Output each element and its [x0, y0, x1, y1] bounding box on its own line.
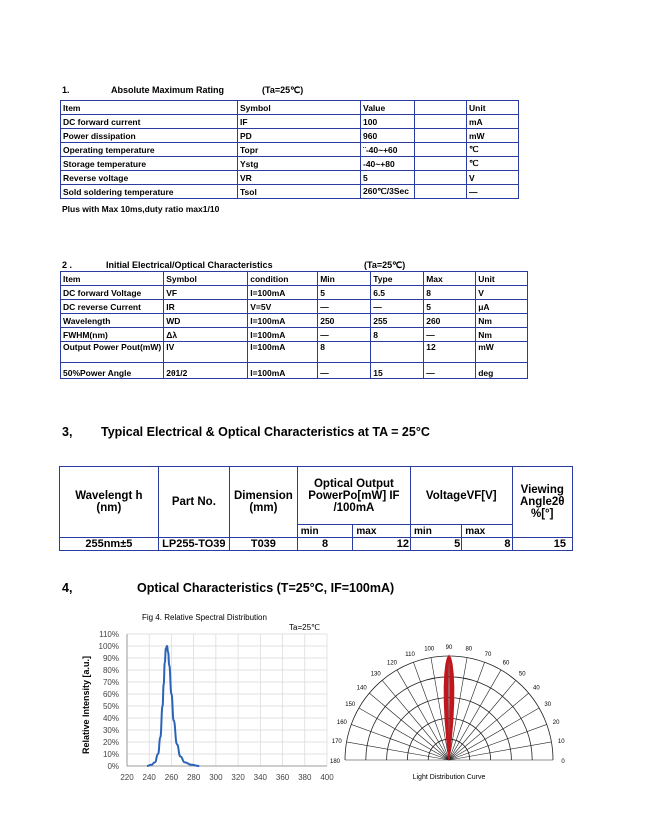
table-cell: Unit [476, 272, 528, 286]
x-tick-label: 240 [142, 773, 156, 782]
table-cell: — [318, 363, 371, 379]
table-cell: mA [467, 115, 519, 129]
polar-angle-label: 160 [336, 720, 347, 727]
table-cell: — [467, 185, 519, 199]
table-cell: Ystg [238, 157, 361, 171]
x-tick-label: 380 [298, 773, 312, 782]
sub-po-max: max [353, 525, 411, 538]
table-cell: 260℃/3Sec [361, 185, 415, 199]
table-cell [415, 115, 467, 129]
sub-po-min: min [297, 525, 353, 538]
polar-angle-label: 90 [445, 645, 453, 651]
table-cell: — [424, 363, 476, 379]
light-distribution-chart [329, 632, 570, 786]
value-viewing-angle: 15 [512, 538, 573, 551]
table-cell: 5 [424, 300, 476, 314]
table-cell: IF [238, 115, 361, 129]
table-cell: μA [476, 300, 528, 314]
table-cell: IR [164, 300, 248, 314]
y-tick-label: 0% [107, 762, 119, 771]
y-tick-label: 20% [102, 738, 119, 747]
table-cell: 5 [361, 171, 415, 185]
initial-characteristics-table [60, 271, 528, 379]
y-tick-label: 80% [102, 666, 119, 675]
table-cell: 2θ1/2 [164, 363, 248, 379]
polar-angle-label: 170 [331, 739, 342, 746]
table-cell: I=100mA [248, 328, 318, 342]
table-cell: Operating temperature [61, 143, 238, 157]
table-row [61, 300, 528, 314]
polar-angle-label: 40 [532, 685, 540, 692]
table-cell: 8 [424, 286, 476, 300]
table-cell: 15 [371, 363, 424, 379]
header-wavelength: Wavelengt h (nm) [60, 467, 159, 538]
value-po-max: 12 [353, 538, 411, 551]
table-cell: Item [61, 272, 164, 286]
section3-title: Typical Electrical & Optical Characteristics at TA = 25°C [101, 425, 430, 439]
table-row [61, 115, 519, 129]
table-cell: ¨-40~+60 [361, 143, 415, 157]
table-cell: Type [371, 272, 424, 286]
section1-condition: (Ta=25℃) [262, 85, 304, 95]
value-vf-min: 5 [411, 538, 462, 551]
y-tick-label: 100% [98, 642, 119, 651]
table-cell: Δλ [164, 328, 248, 342]
table-cell: — [424, 328, 476, 342]
table-cell: 5 [318, 286, 371, 300]
polar-angle-label: 140 [356, 685, 367, 692]
polar-angle-label: 10 [557, 739, 565, 746]
polar-angle-label: 0 [561, 759, 565, 765]
polar-angle-label: 180 [329, 759, 341, 765]
table-cell: Topr [238, 143, 361, 157]
y-tick-label: 90% [102, 654, 119, 663]
x-tick-label: 320 [231, 773, 245, 782]
section1-number: 1. [62, 85, 70, 95]
typical-characteristics-table [59, 466, 573, 551]
x-tick-label: 400 [320, 773, 334, 782]
table-cell: -40~+80 [361, 157, 415, 171]
table-cell: Sold soldering temperature [61, 185, 238, 199]
header-dimension: Dimension (mm) [229, 467, 297, 538]
table-cell: Symbol [238, 101, 361, 115]
table-row [61, 363, 528, 379]
table-cell: ℃ [467, 143, 519, 157]
polar-angle-label: 120 [386, 660, 398, 667]
value-po-min: 8 [297, 538, 353, 551]
table-cell: Item [61, 101, 238, 115]
table-cell: Wavelength [61, 314, 164, 328]
x-tick-label: 340 [253, 773, 268, 782]
section1-note: Plus with Max 10ms,duty ratio max1/10 [62, 204, 220, 214]
header-viewing-angle: Viewing Angle2θ %[°] [512, 467, 573, 538]
table-cell: 960 [361, 129, 415, 143]
polar-angle-label: 50 [518, 671, 526, 678]
table-cell: Tsol [238, 185, 361, 199]
x-tick-label: 260 [164, 773, 179, 782]
polar-angle-label: 150 [345, 702, 356, 708]
section2-number: 2 . [62, 260, 73, 270]
table-cell: mW [467, 129, 519, 143]
table-cell: DC forward current [61, 115, 238, 129]
table-cell: 250 [318, 314, 371, 328]
section3-number: 3, [62, 425, 73, 439]
table-cell: I=100mA [248, 342, 318, 363]
table-cell: Min [318, 272, 371, 286]
table-cell: 12 [424, 342, 476, 363]
table-cell: 8 [318, 342, 371, 363]
table-cell: mW [476, 342, 528, 363]
table-cell: PD [238, 129, 361, 143]
table-header-row [61, 272, 528, 286]
table-cell: FWHM(nm) [61, 328, 164, 342]
table-cell: VR [238, 171, 361, 185]
table-cell: 50%Power Angle [61, 363, 164, 379]
table-cell: DC forward Voltage [61, 286, 164, 300]
value-dimension: T039 [229, 538, 297, 551]
value-wavelength: 255nm±5 [60, 538, 159, 551]
table-cell: — [371, 300, 424, 314]
y-tick-label: 50% [102, 702, 119, 711]
polar-chart-title: Light Distribution Curve [412, 774, 486, 781]
table-cell: IV [164, 342, 248, 363]
y-tick-label: 30% [102, 726, 119, 735]
table-cell: 8 [371, 328, 424, 342]
y-tick-label: 40% [102, 714, 119, 723]
table-cell [371, 342, 424, 363]
y-tick-label: 70% [102, 678, 119, 687]
table-cell: 255 [371, 314, 424, 328]
table-cell: — [318, 300, 371, 314]
table-cell: V=5V [248, 300, 318, 314]
table-cell: Unit [467, 101, 519, 115]
sub-vf-max: max [462, 525, 512, 538]
table-row [61, 129, 519, 143]
table-cell: Output Power Pout(mW) [61, 342, 164, 363]
sub-vf-min: min [411, 525, 462, 538]
table-cell: Nm [476, 328, 528, 342]
section1-title: Absolute Maximum Rating [111, 85, 225, 95]
table-cell: I=100mA [248, 314, 318, 328]
table-cell: Nm [476, 314, 528, 328]
table-cell: 260 [424, 314, 476, 328]
polar-angle-label: 60 [502, 660, 510, 667]
x-tick-label: 300 [209, 773, 223, 782]
table-cell: Value [361, 101, 415, 115]
table-cell [415, 157, 467, 171]
table-cell: Power dissipation [61, 129, 238, 143]
table-cell: — [318, 328, 371, 342]
table-cell [415, 171, 467, 185]
table-cell [415, 129, 467, 143]
section2-condition: (Ta=25℃) [364, 260, 406, 270]
header-part-no: Part No. [158, 467, 229, 538]
header-voltage: VoltageVF[V] [411, 467, 512, 525]
header-optical-output: Optical Output PowerPo[mW] IF /100mA [297, 467, 410, 525]
table-row [61, 314, 528, 328]
table-row [61, 143, 519, 157]
table-cell: Max [424, 272, 476, 286]
polar-angle-label: 20 [552, 720, 560, 727]
table-cell: I=100mA [248, 363, 318, 379]
table-cell: deg [476, 363, 528, 379]
table-cell: ℃ [467, 157, 519, 171]
absolute-max-rating-table [60, 100, 519, 199]
table-cell [415, 185, 467, 199]
table-row [61, 328, 528, 342]
table-cell: Reverse voltage [61, 171, 238, 185]
value-vf-max: 8 [462, 538, 512, 551]
x-tick-label: 220 [120, 773, 134, 782]
table-cell: I=100mA [248, 286, 318, 300]
spectral-chart-title: Fig 4. Relative Spectral Distribution [142, 613, 267, 622]
polar-angle-label: 130 [370, 671, 381, 678]
table-cell: Storage temperature [61, 157, 238, 171]
table-row [61, 185, 519, 199]
table-cell [415, 143, 467, 157]
table-cell: WD [164, 314, 248, 328]
table-cell: V [476, 286, 528, 300]
table-cell: V [467, 171, 519, 185]
table-header-row [61, 101, 519, 115]
y-tick-label: 110% [99, 630, 119, 639]
table-cell: 100 [361, 115, 415, 129]
table-cell: DC reverse Current [61, 300, 164, 314]
x-tick-label: 280 [186, 773, 201, 782]
table-cell: condition [248, 272, 318, 286]
table-row [61, 342, 528, 363]
polar-angle-label: 80 [465, 646, 473, 653]
table-cell [415, 101, 467, 115]
polar-angle-label: 100 [424, 646, 435, 653]
y-tick-label: 10% [102, 750, 119, 759]
chart-axes [127, 634, 327, 766]
section2-title: Initial Electrical/Optical Characteristics [106, 260, 273, 270]
table-cell: VF [164, 286, 248, 300]
value-part-no: LP255-TO39 [158, 538, 229, 551]
table-row [61, 157, 519, 171]
table-cell: 6.5 [371, 286, 424, 300]
table-cell: Symbol [164, 272, 248, 286]
table-row [61, 171, 519, 185]
polar-angle-label: 30 [544, 702, 552, 708]
polar-angle-label: 70 [484, 651, 492, 658]
spectral-distribution-chart [70, 604, 345, 789]
section4-title: Optical Characteristics (T=25°C, IF=100mA) [137, 581, 395, 595]
spectral-y-label: Relative Intensity [a.u.] [81, 655, 91, 755]
section4-number: 4, [62, 581, 73, 595]
polar-angle-label: 110 [405, 651, 415, 658]
y-tick-label: 60% [102, 690, 119, 699]
spectral-annotation: Ta=25℃ [289, 623, 321, 632]
x-tick-label: 360 [275, 773, 290, 782]
table-row [61, 286, 528, 300]
